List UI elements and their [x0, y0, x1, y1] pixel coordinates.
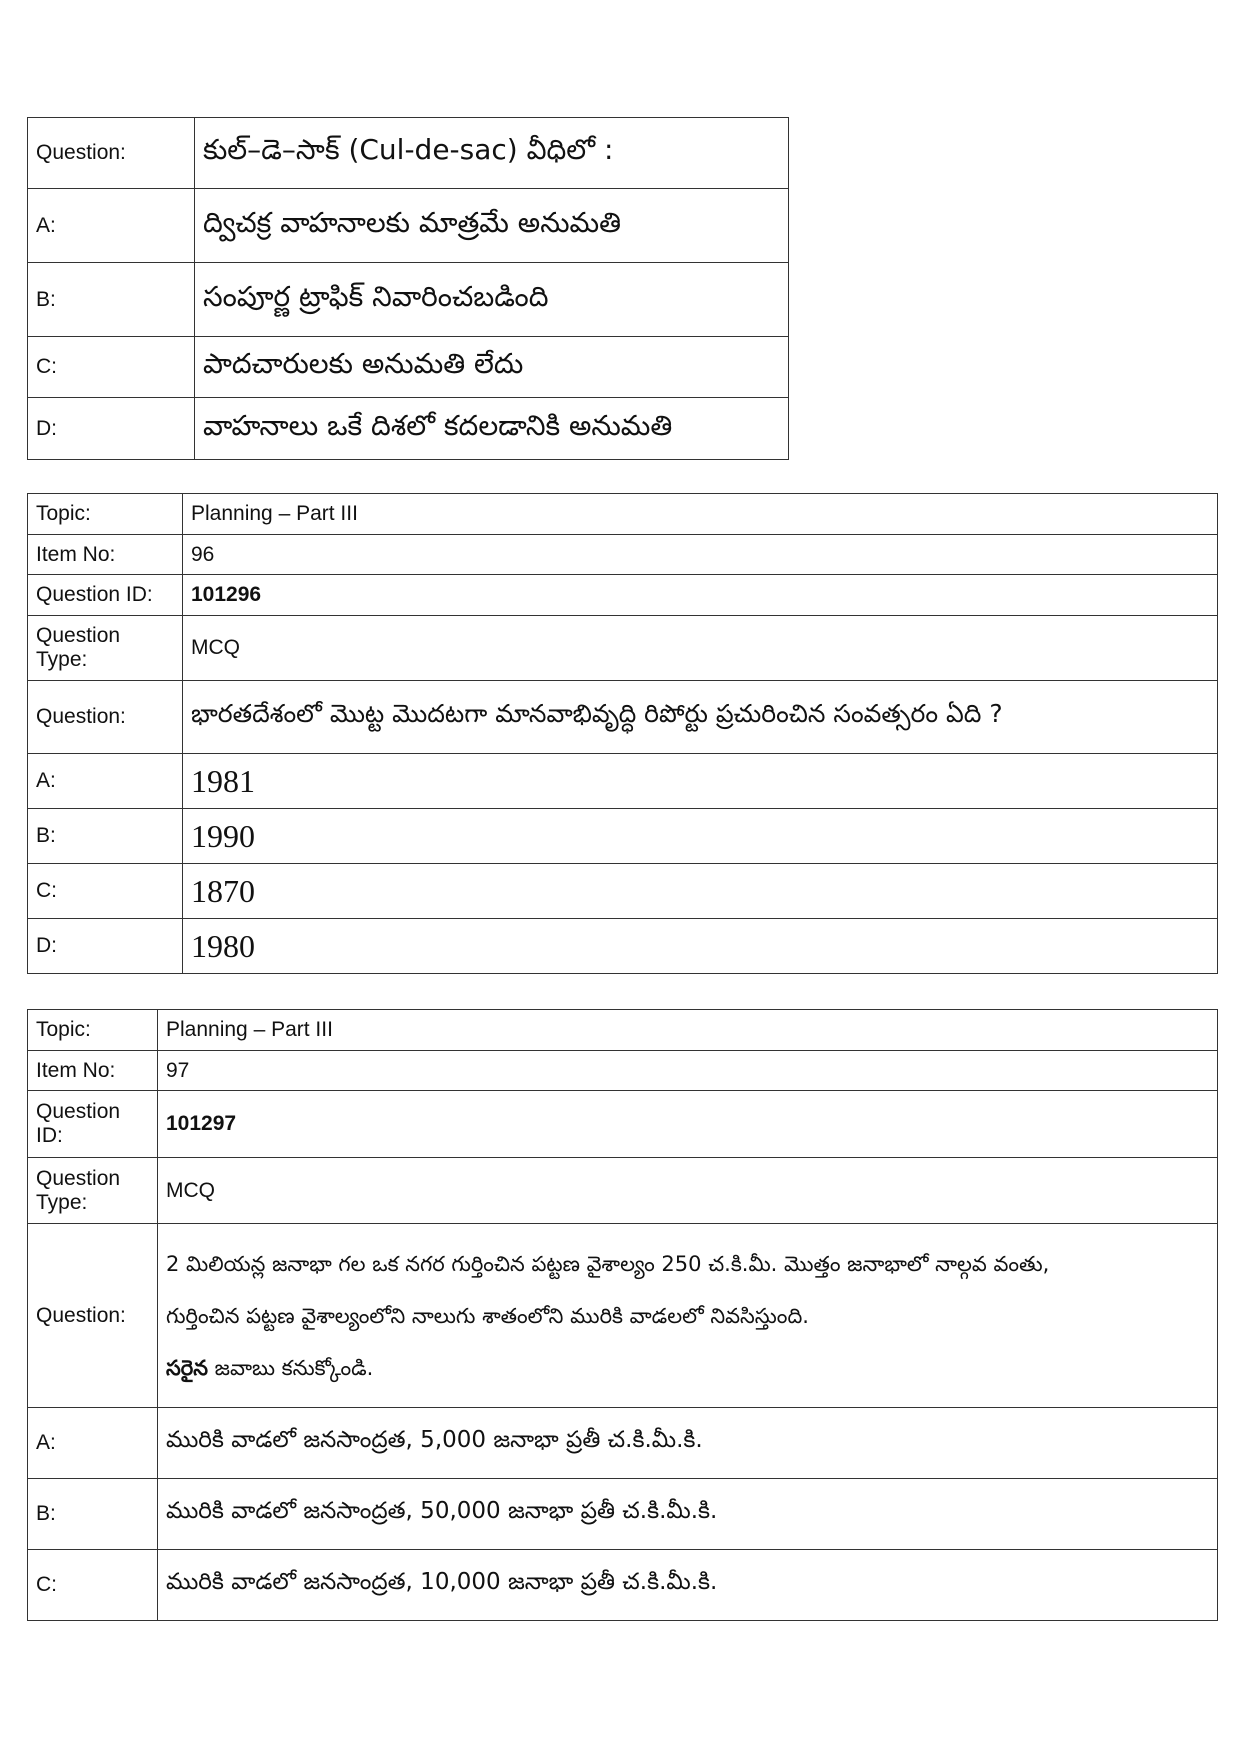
question-id-label: Question ID: — [28, 1091, 158, 1158]
option-row-a — [28, 1408, 1218, 1479]
option-label-d: D: — [28, 919, 183, 974]
option-text-c: మురికి వాడలో జనసాంద్రత, 10,000 జనాభా ప్రతీ చ.కి.మీ.కి. — [158, 1550, 1218, 1621]
option-row-a — [28, 754, 1218, 809]
option-row-c — [28, 337, 789, 398]
question-type-value: MCQ — [183, 616, 1218, 681]
option-row-b — [28, 1479, 1218, 1550]
option-label-b: B: — [28, 263, 195, 337]
option-label-c: C: — [28, 1550, 158, 1621]
question-text — [158, 1224, 1218, 1408]
question-line-3-rest: జవాబు కనుక్కోండి. — [207, 1355, 374, 1380]
option-label-b: B: — [28, 809, 183, 864]
question-type-label: Question Type: — [28, 616, 183, 681]
option-row-b — [28, 809, 1218, 864]
option-text-c: పాదచారులకు అనుమతి లేదు — [195, 337, 789, 398]
option-text-a: మురికి వాడలో జనసాంద్రత, 5,000 జనాభా ప్రతీ చ.కి.మీ.కి. — [158, 1408, 1218, 1479]
question-row — [28, 681, 1218, 754]
option-row-d — [28, 398, 789, 460]
option-label-c: C: — [28, 864, 183, 919]
option-label-c: C: — [28, 337, 195, 398]
option-text-c: 1870 — [183, 864, 1218, 919]
question-id-row — [28, 575, 1218, 616]
option-row-c — [28, 864, 1218, 919]
option-label-a: A: — [28, 754, 183, 809]
question-row — [28, 118, 789, 189]
question-type-label: Question Type: — [28, 1158, 158, 1224]
question-table-item-97 — [27, 1009, 1218, 1621]
option-text-a: 1981 — [183, 754, 1218, 809]
question-text: భారతదేశంలో మొట్ట మొదటగా మానవాభివృద్ధి రిపోర్టు ప్రచురించిన సంవత్సరం ఏది ? — [183, 681, 1218, 754]
question-row — [28, 1224, 1218, 1408]
item-no-value: 96 — [183, 535, 1218, 575]
topic-value: Planning – Part III — [158, 1010, 1218, 1051]
question-label: Question: — [28, 681, 183, 754]
question-type-row — [28, 616, 1218, 681]
item-no-label: Item No: — [28, 1051, 158, 1091]
item-no-row — [28, 1051, 1218, 1091]
option-row-a — [28, 189, 789, 263]
option-text-d: 1980 — [183, 919, 1218, 974]
topic-row — [28, 1010, 1218, 1051]
option-label-a: A: — [28, 189, 195, 263]
item-no-value: 97 — [158, 1051, 1218, 1091]
question-type-row — [28, 1158, 1218, 1224]
option-label-a: A: — [28, 1408, 158, 1479]
option-row-b — [28, 263, 789, 337]
question-label: Question: — [28, 1224, 158, 1408]
question-line-1: 2 మిలియన్ల జనాభా గల ఒక నగర గుర్తించిన పట్టణ వైశాల్యం 250 చ.కి.మీ. మొత్తం జనాభాలో నాల్గవ వంతు, — [166, 1251, 1050, 1276]
option-label-d: D: — [28, 398, 195, 460]
option-text-d: వాహనాలు ఒకే దిశలో కదలడానికి అనుమతి — [195, 398, 789, 460]
question-id-value: 101297 — [158, 1091, 1218, 1158]
option-row-c — [28, 1550, 1218, 1621]
item-no-row — [28, 535, 1218, 575]
option-row-d — [28, 919, 1218, 974]
option-text-b: 1990 — [183, 809, 1218, 864]
question-line-3 — [166, 1354, 1209, 1382]
topic-label: Topic: — [28, 494, 183, 535]
option-text-b: సంపూర్ణ ట్రాఫిక్ నివారించబడింది — [195, 263, 789, 337]
item-no-label: Item No: — [28, 535, 183, 575]
topic-value: Planning – Part III — [183, 494, 1218, 535]
question-id-value: 101296 — [183, 575, 1218, 616]
question-table-item-96 — [27, 493, 1218, 974]
option-text-a: ద్విచక్ర వాహనాలకు మాత్రమే అనుమతి — [195, 189, 789, 263]
question-id-row — [28, 1091, 1218, 1158]
question-line-2: గుర్తించిన పట్టణ వైశాల్యంలోని నాలుగు శాతంలోని మురికి వాడలలో నివసిస్తుంది. — [166, 1303, 809, 1328]
option-label-b: B: — [28, 1479, 158, 1550]
question-label: Question: — [28, 118, 195, 189]
question-text: కుల్–డె–సాక్ (Cul-de-sac) వీధిలో : — [195, 118, 789, 189]
question-id-label: Question ID: — [28, 575, 183, 616]
question-table-cul-de-sac — [27, 117, 789, 460]
topic-row — [28, 494, 1218, 535]
question-type-value: MCQ — [158, 1158, 1218, 1224]
option-text-b: మురికి వాడలో జనసాంద్రత, 50,000 జనాభా ప్రతీ చ.కి.మీ.కి. — [158, 1479, 1218, 1550]
question-line-3-bold: సరైన — [166, 1355, 208, 1380]
topic-label: Topic: — [28, 1010, 158, 1051]
